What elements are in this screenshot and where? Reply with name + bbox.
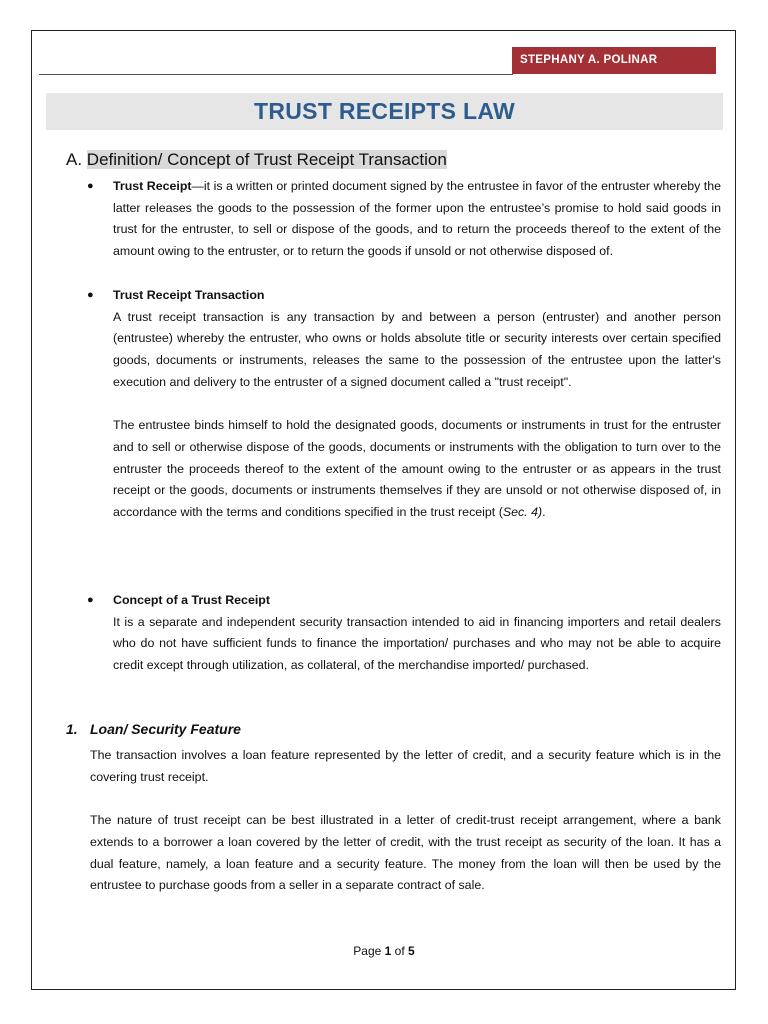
page-label: Page (353, 944, 382, 958)
bullet-concept (113, 590, 721, 677)
author-badge: STEPHANY A. POLINAR (512, 47, 716, 74)
paragraph: It is a separate and independent security transaction intended to aid in financing importers and retail dealers who do not have sufficient funds to finance the importation/ purchases and who may not be able to acquire credit except through utilization, as collateral, of the merchandise imported/ purchased. (113, 614, 721, 673)
bullet-dot: ● (87, 289, 94, 301)
term-trust-receipt: Trust Receipt (113, 179, 192, 193)
bullet-dot: ● (87, 594, 94, 606)
page-number: 1 (384, 944, 392, 958)
subsection-title: Loan/ Security Feature (90, 721, 241, 737)
of-label: of (394, 944, 405, 958)
paragraph: The nature of trust receipt can be best illustrated in a letter of credit-trust receipt arrangement, where a bank extends to a borrower a loan covered by the letter of credit, with the trust receipt as security of the loan. It has a dual feature, namely, a loan feature and a security feature. The money from the loan will then be used by the entrustee to purchase goods from a seller in a separate contract of sale. (90, 813, 721, 893)
title-band (46, 93, 723, 130)
bullet-dot: ● (87, 180, 94, 192)
bullet-trust-receipt-transaction (113, 285, 721, 524)
punctuation: . (542, 505, 546, 520)
term-concept: Concept of a Trust Receipt (113, 593, 270, 607)
document-title: TRUST RECEIPTS LAW (254, 98, 515, 124)
term-trust-receipt-transaction: Trust Receipt Transaction (113, 288, 265, 302)
bullet-trust-receipt (113, 176, 721, 263)
section-a-heading (66, 149, 447, 171)
paragraph: A trust receipt transaction is any transaction by and between a person (entruster) and another person (entrustee) whereby the entruster, who owns or holds absolute title or security interests over certain specified goods, documents or instruments, releases the same to the possession of the entrustee upon the latter's execution and delivery to the entruster of a signed document called a "trust receipt". (113, 309, 721, 389)
paragraph-text: The entrustee binds himself to hold the designated goods, documents or instruments in trust for the entruster and to sell or otherwise dispose of the goods, documents or instruments with the obligation to turn over to the entruster the proceeds thereof to the extent of the amount owing to the entruster or as appears in the trust receipt or the goods, documents or instruments themselves if they are unsold or not otherwise disposed of, in accordance with the terms and conditions specified in the trust receipt ( (113, 418, 721, 520)
subsection-body (90, 745, 721, 897)
page-footer (0, 944, 768, 958)
paragraph: The transaction involves a loan feature represented by the letter of credit, and a security feature which is in the covering trust receipt. (90, 748, 721, 784)
header-rule (39, 74, 513, 75)
section-reference: Sec. 4) (502, 505, 543, 520)
paragraph (113, 415, 721, 524)
page-total: 5 (408, 944, 415, 958)
section-letter: A. (66, 150, 83, 169)
subsection-number: 1. (66, 721, 78, 737)
definition-text: —it is a written or printed document signed by the entrustee in favor of the entruster whereby the latter releases the goods to the possession of the former upon the entrustee’s promise to hold said goods in trust for the entruster, to sell or dispose of the goods, and to return the proceeds thereof to the extent of the amount owing to the entruster, or to return the goods if unsold or not otherwise disposed of. (113, 179, 721, 259)
section-title: Definition/ Concept of Trust Receipt Transaction (86, 150, 447, 169)
